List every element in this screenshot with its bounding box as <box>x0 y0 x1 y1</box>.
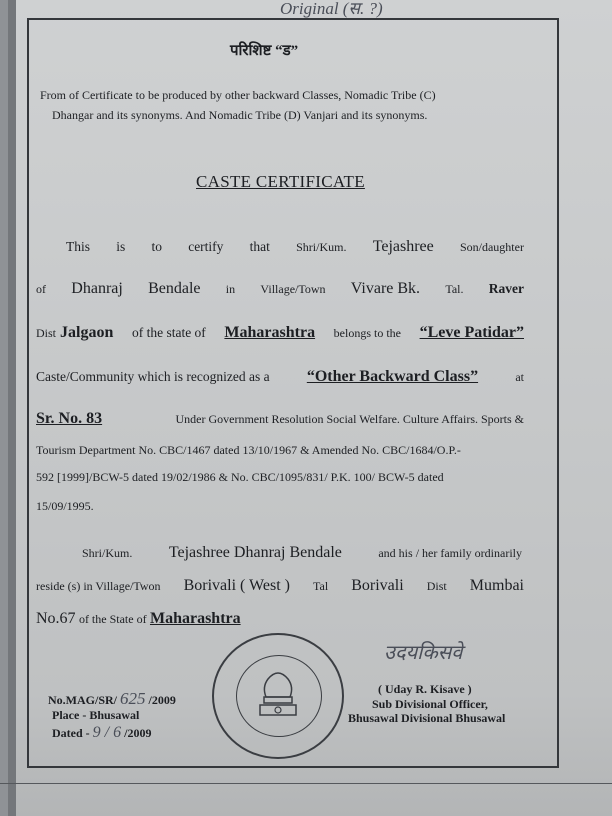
residence-district: Mumbai <box>469 577 524 594</box>
district-name: Jalgaon <box>60 324 114 341</box>
body-word: This <box>66 239 91 254</box>
intro-line-2: Dhangar and its synonyms. And Nomadic Tribe (D) Vanjari and its synonyms. <box>52 108 428 122</box>
body-line-6: Tourism Department No. CBC/1467 dated 13/10/1967 & Amended No. CBC/1684/O.P.- <box>36 443 461 457</box>
signature: उदयकिसवे <box>384 642 463 664</box>
state-name: Maharashtra <box>224 324 316 341</box>
body-word: at <box>515 370 524 384</box>
appendix-title: परिशिष्ट “ड” <box>230 43 299 59</box>
date-value: 9 / 6 <box>92 724 122 741</box>
reference-number <box>48 689 176 709</box>
body-line-3 <box>36 324 524 342</box>
person-first-name: Tejashree <box>372 238 434 255</box>
body-line-8: 15/09/1995. <box>36 499 94 513</box>
certificate-title: CASTE CERTIFICATE <box>196 172 365 191</box>
residence-state: Maharashtra <box>149 610 241 627</box>
officer-name: ( Uday R. Kisave ) <box>378 682 472 696</box>
body-word: of <box>36 282 46 296</box>
body-line-4 <box>36 368 524 386</box>
body-line-1 <box>36 238 524 256</box>
residence-line-3 <box>36 610 241 628</box>
body-word: to <box>151 239 162 254</box>
body-phrase: reside (s) in Village/Twon <box>36 579 161 593</box>
residence-line-2 <box>36 577 524 595</box>
date-label: Dated - <box>52 726 90 740</box>
place: Place - Bhusawal <box>52 708 140 722</box>
body-word: of the state of <box>131 325 206 340</box>
body-word: Shri/Kum. <box>296 240 347 254</box>
body-word: Dist <box>36 326 57 340</box>
body-phrase: and his / her family ordinarily <box>378 546 522 560</box>
handwritten-note: Original (स. ?) <box>280 0 383 18</box>
page-edge-shadow <box>8 0 16 816</box>
body-phrase: Caste/Community which is recognized as a <box>36 369 270 384</box>
body-phrase: Under Government Resolution Social Welfare. Culture Affairs. Sports & <box>175 412 524 426</box>
body-line-2 <box>36 280 524 298</box>
body-word: belongs to the <box>333 326 401 340</box>
body-word: certify <box>188 239 224 254</box>
date <box>52 724 151 742</box>
residence-village: Borivali ( West ) <box>183 577 290 594</box>
body-phrase: of the State of <box>78 612 147 626</box>
residence-taluka: Borivali <box>351 577 404 594</box>
body-word: in <box>225 282 236 296</box>
body-line-5 <box>36 410 524 428</box>
intro-line-1: From of Certificate to be produced by other backward Classes, Nomadic Tribe (C) <box>40 88 436 102</box>
body-word: Tal <box>313 579 329 593</box>
bottom-rule <box>0 783 612 784</box>
surname: Bendale <box>148 280 201 297</box>
date-year: /2009 <box>124 726 152 740</box>
body-word: Son/daughter <box>459 240 524 254</box>
body-line-7: 592 [1999]/BCW-5 dated 19/02/1986 & No. CBC/1095/831/ P.K. 100/ BCW-5 dated <box>36 470 444 484</box>
body-word: Dist <box>426 579 447 593</box>
body-word: Tal. <box>445 282 464 296</box>
full-name: Tejashree Dhanraj Bendale <box>168 544 342 561</box>
body-word: Village/Town <box>260 282 326 296</box>
father-name: Dhanraj <box>71 280 123 297</box>
taluka-name: Raver <box>488 281 524 296</box>
reference-value: 625 <box>120 689 146 708</box>
caste-name: “Leve Patidar” <box>419 324 524 341</box>
house-number: No.67 <box>36 610 76 627</box>
national-emblem-icon <box>214 635 342 757</box>
residence-line-1 <box>82 544 522 562</box>
body-word: Shri/Kum. <box>82 546 133 560</box>
village-name: Vivare Bk. <box>350 280 421 297</box>
body-word: that <box>249 239 270 254</box>
serial-number: Sr. No. 83 <box>36 410 103 427</box>
reference-label: No.MAG/SR/ <box>48 693 117 707</box>
reference-year: /2009 <box>148 693 176 707</box>
officer-office: Bhusawal Divisional Bhusawal <box>348 711 506 725</box>
category-name: “Other Backward Class” <box>306 368 479 385</box>
body-word: is <box>116 239 126 254</box>
officer-title: Sub Divisional Officer, <box>372 697 488 711</box>
official-seal <box>212 633 344 759</box>
